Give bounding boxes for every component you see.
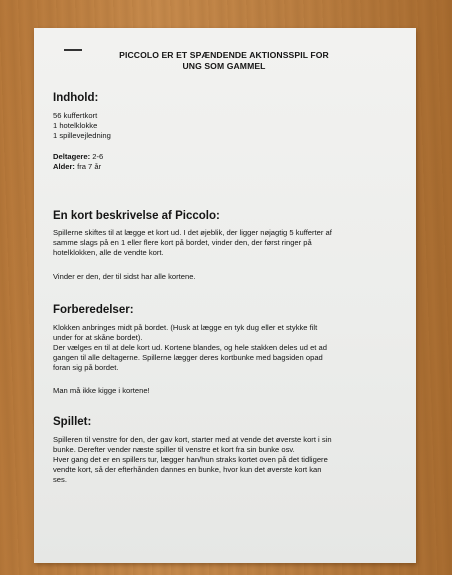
paragraph-line: Spilleren til venstre for den, der gav kort, starter med at vende det øverste kort i sin (53, 435, 332, 444)
spillet-heading: Spillet: (53, 416, 92, 428)
paragraph-line: Hver gang det er en spillers tur, lægger han/hun straks kortet oven på det tidligere (53, 455, 328, 464)
paragraph-line: vendte kort, så der efterhånden dannes en bunke, hvor kun det øverste kort kan (53, 465, 322, 474)
paragraph-line: Der vælges en til at dele kort ud. Kortene blandes, og hele stakken deles ud et ad (53, 343, 327, 352)
paragraph-line: bunke. Derefter vender næste spiller til venstre et kort fra sin bunke osv. (53, 445, 295, 454)
note-line: Man må ikke kigge i kortene! (53, 386, 150, 395)
paragraph-line: ses. (53, 475, 67, 484)
paragraph-line: hotelklokken, alle de vendte kort. (53, 248, 164, 257)
forberedelser-heading: Forberedelser: (53, 304, 134, 316)
paragraph-line: Spillerne skiftes til at lægge et kort ud. I det øjeblik, der ligger nøjagtig 5 kufferter af (53, 228, 332, 237)
alder-value: fra 7 år (77, 162, 102, 171)
paragraph-line: samme slags på en 1 eller flere kort på bordet, vinder den, der først ringer på (53, 238, 312, 247)
paragraph-line: gangen til alle deltagerne. Spillerne lægger deres kortbunke med bagsiden opad (53, 353, 323, 362)
beskrivelse-heading: En kort beskrivelse af Piccolo: (53, 210, 220, 222)
paragraph-line: Klokken anbringes midt på bordet. (Husk at lægge en tyk dug eller et stykke filt (53, 323, 318, 332)
paragraph-line: foran sig på bordet. (53, 363, 119, 372)
indhold-heading: Indhold: (53, 92, 99, 104)
content-item: 56 kuffertkort (53, 111, 98, 120)
winner-line: Vinder er den, der til sidst har alle kortene. (53, 272, 196, 281)
deltagere-value: 2-6 (92, 152, 104, 161)
paragraph-line: under for at skåne bordet). (53, 333, 143, 342)
content-item: 1 spillevejledning (53, 131, 111, 140)
document-title (74, 50, 374, 72)
title-line-2: UNG SOM GAMMEL (182, 61, 266, 71)
rules-sheet (34, 28, 416, 563)
deltagere-label: Deltagere: (53, 152, 91, 161)
title-line-1: PICCOLO ER ET SPÆNDENDE AKTIONSSPIL FOR (119, 50, 329, 60)
alder-label: Alder: (53, 162, 75, 171)
content-item: 1 hotelklokke (53, 121, 98, 130)
deltagere-line (53, 152, 103, 163)
alder-line (53, 162, 101, 173)
